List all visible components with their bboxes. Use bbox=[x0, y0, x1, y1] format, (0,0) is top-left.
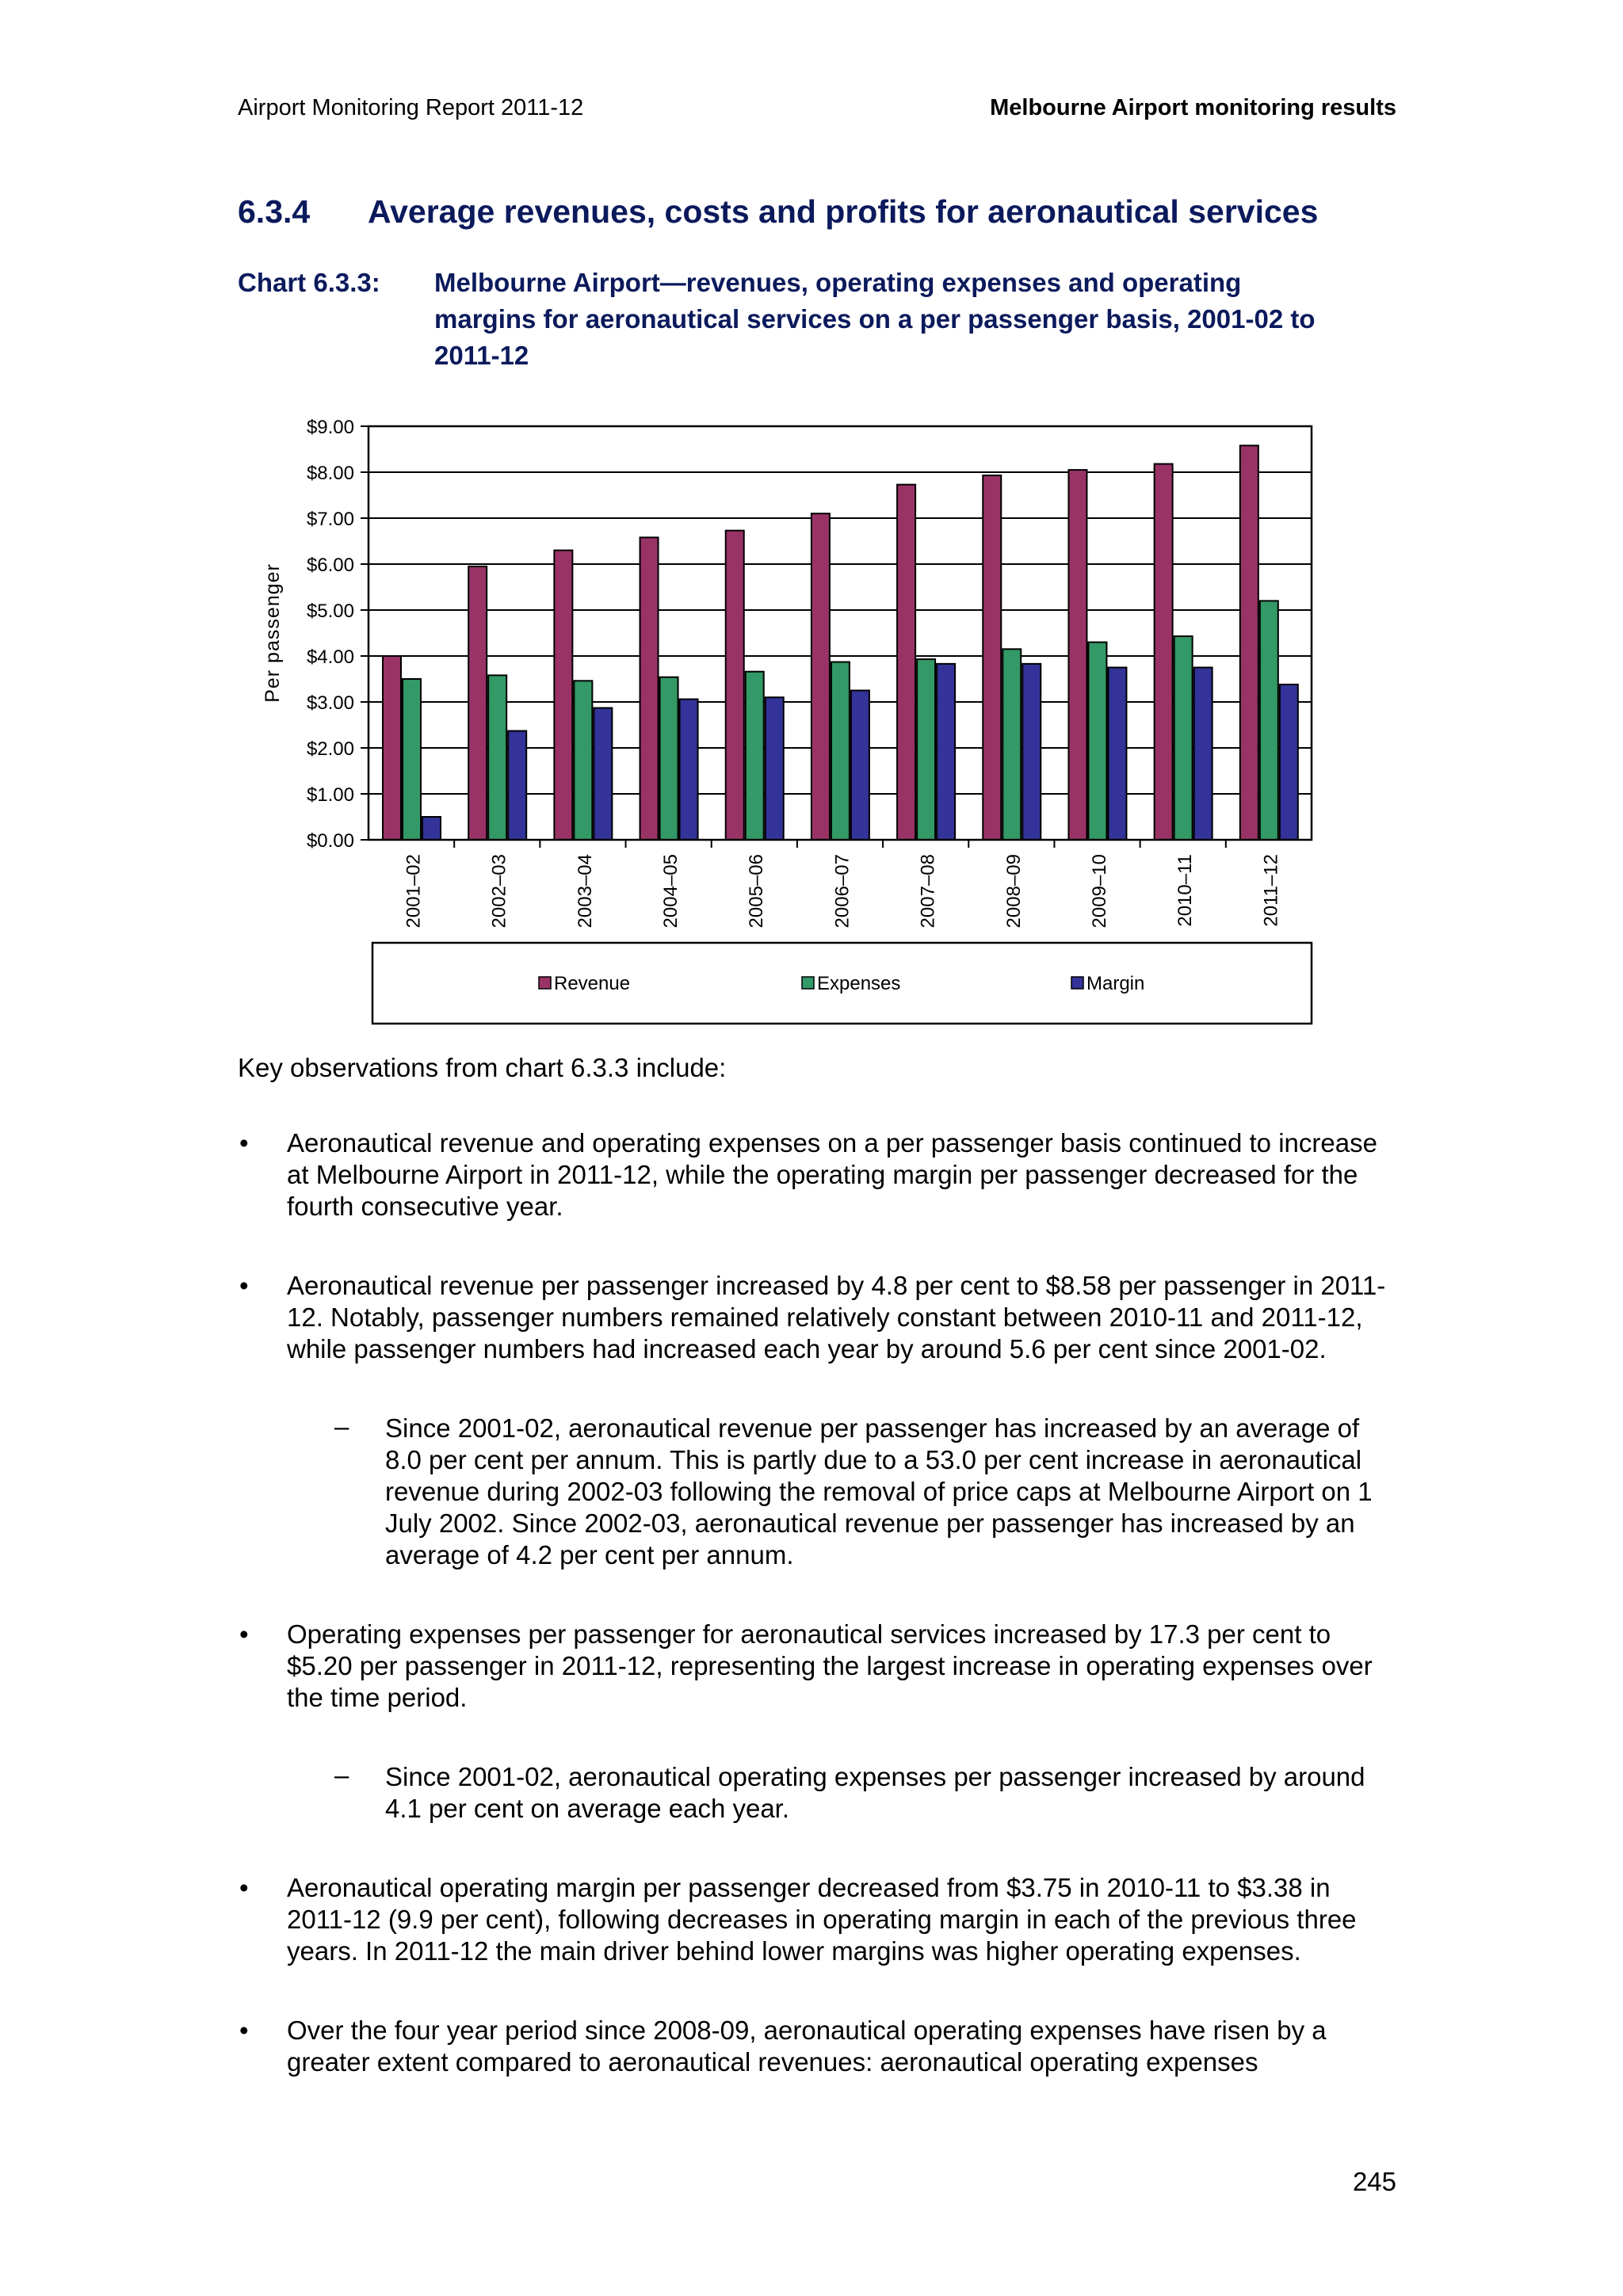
bullet-marker: • bbox=[239, 1873, 249, 1902]
bullet-marker: • bbox=[239, 1128, 249, 1158]
x-tick-label: 2011–12 bbox=[1260, 854, 1282, 927]
legend-label-expenses: Expenses bbox=[817, 973, 901, 994]
chart-caption-title: Melbourne Airport—revenues, operating expenses and operating margins for aeronautical services on a per passenger basis, 2001-02 to 2011-12 bbox=[434, 268, 1316, 370]
legend-swatch-expenses bbox=[802, 977, 814, 989]
bar-revenue bbox=[468, 566, 487, 840]
bullet-item bbox=[238, 2015, 1395, 2078]
body-text bbox=[238, 1052, 1395, 2126]
bar-revenue bbox=[640, 537, 659, 840]
sub-item bbox=[238, 1413, 1395, 1571]
y-tick-label: $7.00 bbox=[306, 509, 354, 530]
x-tick-label: 2009–10 bbox=[1088, 854, 1110, 929]
x-tick-label: 2003–04 bbox=[574, 854, 596, 929]
bar-expenses bbox=[831, 662, 850, 840]
item-text: Since 2001-02, aeronautical operating expenses per passenger increased by around 4.1 per cent on average each year. bbox=[385, 1762, 1365, 1823]
bar-revenue bbox=[1068, 470, 1086, 840]
y-tick-label: $3.00 bbox=[306, 692, 354, 714]
x-tick-label: 2005–06 bbox=[746, 854, 768, 929]
observations-intro: Key observations from chart 6.3.3 include: bbox=[238, 1053, 727, 1082]
bar-revenue bbox=[897, 485, 915, 840]
bar-margin bbox=[1022, 664, 1041, 840]
bullet-item bbox=[238, 1619, 1395, 1714]
observation-list bbox=[238, 1127, 1395, 2078]
header-report-title: Airport Monitoring Report 2011-12 bbox=[238, 95, 584, 120]
y-tick-label: $1.00 bbox=[306, 784, 354, 806]
bar-margin bbox=[766, 697, 784, 840]
y-tick-label: $4.00 bbox=[306, 646, 354, 668]
bar-revenue bbox=[812, 513, 830, 840]
bullet-item bbox=[238, 1127, 1395, 1222]
x-tick-label: 2006–07 bbox=[831, 854, 854, 929]
y-tick-label: $6.00 bbox=[306, 555, 354, 576]
item-text: Operating expenses per passenger for aeronautical services increased by 17.3 per cent to $5.20 per passenger in 2011-12, representing the largest increase in operating expenses over the time period. bbox=[287, 1619, 1373, 1712]
x-tick-label: 2002–03 bbox=[488, 854, 510, 929]
bar-revenue bbox=[383, 656, 401, 840]
y-tick-label: $8.00 bbox=[306, 463, 354, 484]
x-tick-label: 2008–09 bbox=[1002, 854, 1025, 929]
bar-margin bbox=[594, 708, 612, 840]
bullet-item bbox=[238, 1872, 1395, 1967]
bullet-marker: • bbox=[239, 2016, 249, 2045]
bar-revenue bbox=[983, 475, 1001, 840]
bullet-marker: • bbox=[239, 1271, 249, 1300]
bar-expenses bbox=[1002, 649, 1021, 840]
legend-swatch-revenue bbox=[539, 977, 551, 989]
bar-margin bbox=[508, 731, 526, 840]
bar-expenses bbox=[574, 681, 592, 840]
sub-item bbox=[238, 1761, 1395, 1825]
bar-margin bbox=[422, 817, 441, 840]
dash-marker: – bbox=[334, 1760, 349, 1790]
x-tick-label: 2004–05 bbox=[660, 854, 682, 929]
header-section-title: Melbourne Airport monitoring results bbox=[990, 95, 1396, 120]
bar-chart bbox=[0, 0, 1623, 1038]
chart-caption-label: Chart 6.3.3: bbox=[238, 268, 380, 297]
item-text: Aeronautical revenue per passenger increased by 4.8 per cent to $8.58 per passenger in 2011-12. Notably, passenger numbers remained relatively constant between 2010-11 and 2011-12, while passenger numbers had increased each year by around 5.6 per cent since 2001-02. bbox=[287, 1271, 1386, 1363]
bar-expenses bbox=[660, 677, 678, 840]
bar-revenue bbox=[1240, 445, 1258, 840]
x-tick-label: 2001–02 bbox=[403, 854, 425, 929]
bar-revenue bbox=[1155, 464, 1173, 840]
legend-swatch-margin bbox=[1071, 977, 1083, 989]
item-text: Since 2001-02, aeronautical revenue per passenger has increased by an average of 8.0 per cent per annum. This is partly due to a 53.0 per cent increase in aeronautical revenue during 2002-03 following the removal of price caps at Melbourne Airport on 1 July 2002. Since 2002-03, aeronautical revenue per passenger has increased by an average of 4.2 per cent per annum. bbox=[385, 1413, 1373, 1569]
y-axis-label: Per passenger bbox=[262, 563, 284, 703]
y-tick-label: $2.00 bbox=[306, 738, 354, 760]
dash-marker: – bbox=[334, 1412, 349, 1441]
bar-expenses bbox=[488, 675, 506, 840]
bar-expenses bbox=[746, 672, 764, 840]
section-title: Average revenues, costs and profits for aeronautical services bbox=[368, 193, 1319, 230]
bullet-marker: • bbox=[239, 1619, 249, 1649]
bar-margin bbox=[1194, 668, 1212, 841]
bar-revenue bbox=[726, 531, 744, 840]
x-tick-label: 2010–11 bbox=[1174, 854, 1197, 927]
page-number: 245 bbox=[1352, 2167, 1396, 2196]
bar-expenses bbox=[1088, 643, 1106, 840]
bar-margin bbox=[851, 691, 869, 841]
item-text: Aeronautical operating margin per passenger decreased from $3.75 in 2010-11 to $3.38 in 2011-12 (9.9 per cent), following decreases in operating margin in each of the previous three years. In 2011-12 the main driver behind lower margins was higher operating expenses. bbox=[287, 1873, 1357, 1966]
bar-expenses bbox=[403, 679, 421, 840]
legend-label-revenue: Revenue bbox=[554, 973, 631, 994]
legend-label-margin: Margin bbox=[1086, 973, 1145, 994]
bar-revenue bbox=[554, 551, 572, 840]
bar-expenses bbox=[1174, 636, 1193, 840]
bar-margin bbox=[1280, 685, 1298, 840]
bar-expenses bbox=[917, 659, 935, 840]
section-number: 6.3.4 bbox=[238, 193, 311, 230]
y-tick-label: $9.00 bbox=[306, 417, 354, 438]
bullet-item bbox=[238, 1270, 1395, 1365]
item-text: Aeronautical revenue and operating expenses on a per passenger basis continued to increase at Melbourne Airport in 2011-12, while the operating margin per passenger decreased for the fourth consecutive year. bbox=[287, 1128, 1377, 1221]
y-tick-label: $0.00 bbox=[306, 830, 354, 852]
bar-margin bbox=[680, 700, 698, 840]
y-tick-label: $5.00 bbox=[306, 601, 354, 622]
x-tick-label: 2007–08 bbox=[917, 854, 939, 929]
bar-margin bbox=[937, 664, 955, 840]
bar-margin bbox=[1108, 668, 1126, 841]
item-text: Over the four year period since 2008-09, aeronautical operating expenses have risen by a greater extent compared to aeronautical revenues: aeronautical operating expenses bbox=[287, 2016, 1327, 2077]
bar-expenses bbox=[1260, 601, 1278, 840]
